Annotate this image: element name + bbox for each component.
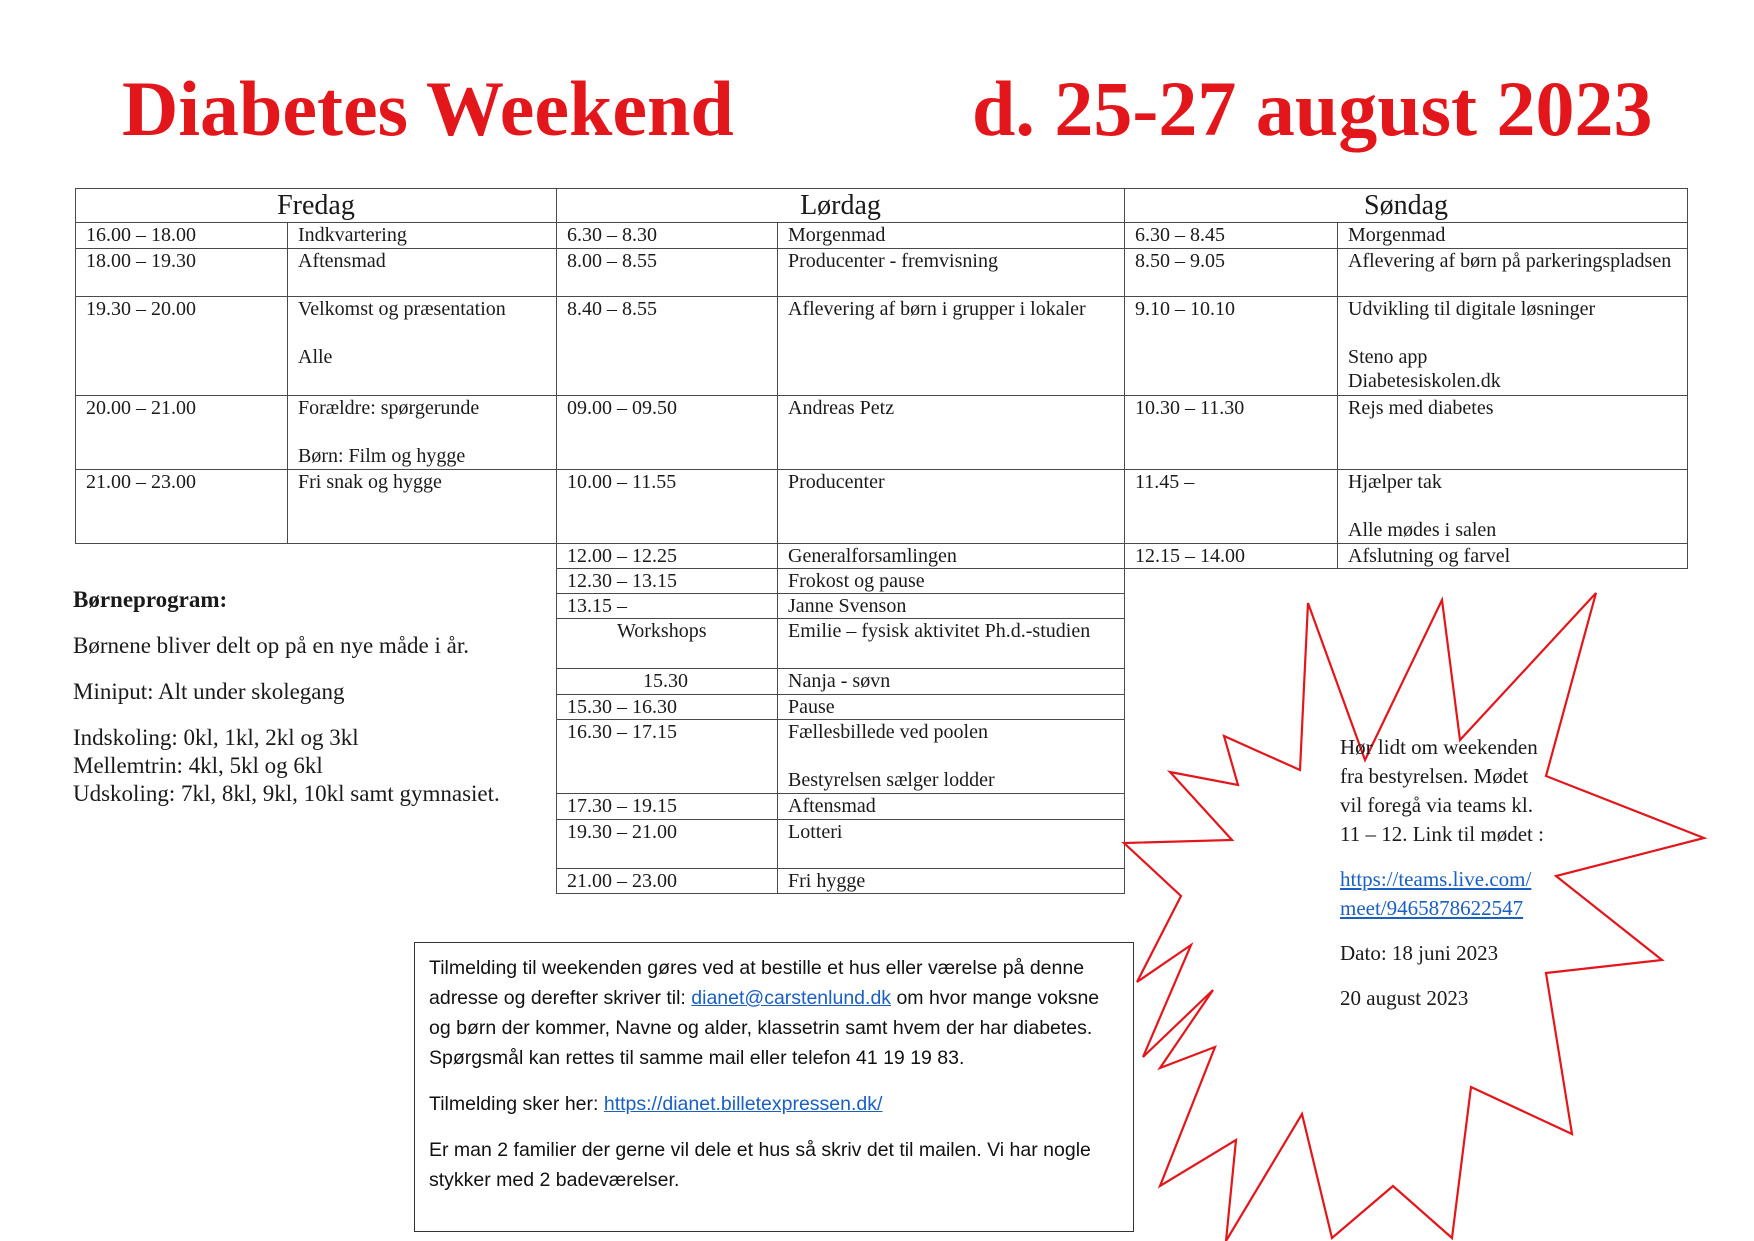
activity-cell: Producenter - fremvisning: [778, 249, 1125, 297]
time-cell: 9.10 – 10.10: [1125, 297, 1338, 396]
activity-cell: Frokost og pause: [778, 569, 1125, 594]
time-cell: 15.30: [557, 669, 778, 695]
schedule-saturday: [556, 188, 1125, 894]
kids-program-intro: Børnene bliver delt op på en nye måde i år.: [73, 633, 469, 658]
signup-link-paragraph: [429, 1089, 1119, 1119]
time-cell: 21.00 – 23.00: [557, 869, 778, 894]
activity-cell: Morgenmad: [1338, 223, 1688, 249]
teams-meeting-link[interactable]: https://teams.live.com/meet/9465878622547: [1340, 867, 1532, 920]
activity-cell: Afslutning og farvel: [1338, 544, 1688, 569]
activity-cell: Velkomst og præsentation Alle: [288, 297, 557, 396]
event-title: Diabetes Weekend: [122, 65, 734, 152]
activity-cell: Fri hygge: [778, 869, 1125, 894]
activity-cell: Nanja - søvn: [778, 669, 1125, 695]
activity-cell: Udvikling til digitale løsninger Steno app Diabetesiskolen.dk: [1338, 297, 1688, 396]
time-cell: 6.30 – 8.30: [557, 223, 778, 249]
activity-cell: Rejs med diabetes: [1338, 396, 1688, 470]
activity-cell: Aflevering af børn i grupper i lokaler: [778, 297, 1125, 396]
time-cell: 16.30 – 17.15: [557, 720, 778, 794]
time-cell: 10.30 – 11.30: [1125, 396, 1338, 470]
signup-box: [414, 942, 1134, 1232]
kids-program: [73, 586, 543, 826]
kids-program-heading: Børneprogram:: [73, 587, 228, 612]
time-cell: 17.30 – 19.15: [557, 794, 778, 820]
time-cell: 15.30 – 16.30: [557, 695, 778, 720]
activity-cell: Pause: [778, 695, 1125, 720]
time-cell: 18.00 – 19.30: [76, 249, 288, 297]
signup-text: Tilmelding til weekenden gøres ved at bestille et hus eller værelse på denne adresse og derefter skriver til:: [429, 957, 1085, 1009]
signup-text: om hvor mange voksne og børn der kommer, Navne og alder, klassetrin samt hvem der har diabetes. Spørgsmål kan rettes til samme mail eller telefon 41 19 19 83.: [429, 987, 1100, 1069]
time-cell: 09.00 – 09.50: [557, 396, 778, 470]
time-cell: 6.30 – 8.45: [1125, 223, 1338, 249]
time-cell: 21.00 – 23.00: [76, 470, 288, 544]
activity-cell: Emilie – fysisk aktivitet Ph.d.-studien: [778, 619, 1125, 669]
time-cell: 8.50 – 9.05: [1125, 249, 1338, 297]
activity-cell: Janne Svenson: [778, 594, 1125, 619]
time-cell: 13.15 –: [557, 594, 778, 619]
activity-cell: Andreas Petz: [778, 396, 1125, 470]
day-heading-friday: Fredag: [76, 189, 557, 223]
time-cell: 10.00 – 11.55: [557, 470, 778, 544]
signup-link-label: Tilmelding sker her:: [429, 1093, 604, 1115]
activity-cell: Fællesbillede ved poolen Bestyrelsen sælger lodder: [778, 720, 1125, 794]
activity-cell: Producenter: [778, 470, 1125, 544]
time-cell: Workshops: [557, 619, 778, 669]
time-cell: 8.40 – 8.55: [557, 297, 778, 396]
time-cell: 16.00 – 18.00: [76, 223, 288, 249]
activity-cell: Fri snak og hygge: [288, 470, 557, 544]
kids-program-groups: Indskoling: 0kl, 1kl, 2kl og 3kl Mellemtrin: 4kl, 5kl og 6kl Udskoling: 7kl, 8kl, 9kl, 10kl samt gymnasiet.: [73, 725, 500, 806]
activity-cell: Aflevering af børn på parkeringspladsen: [1338, 249, 1688, 297]
activity-cell: Aftensmad: [778, 794, 1125, 820]
time-cell: 12.00 – 12.25: [557, 544, 778, 569]
time-cell: 12.15 – 14.00: [1125, 544, 1338, 569]
signup-note: Er man 2 familier der gerne vil dele et hus så skriv det til mailen. Vi har nogle stykker med 2 badeværelser.: [429, 1139, 1091, 1191]
day-heading-saturday: Lørdag: [557, 189, 1125, 223]
meeting-info: Hør lidt om weekenden fra bestyrelsen. Mødet vil foregå via teams kl. 11 – 12. Link til mødet :: [1340, 735, 1544, 846]
meeting-date-1: Dato: 18 juni 2023: [1340, 941, 1499, 965]
starburst-text: [1340, 733, 1545, 1029]
activity-cell: Aftensmad: [288, 249, 557, 297]
time-cell: 20.00 – 21.00: [76, 396, 288, 470]
schedule-friday: [75, 188, 557, 544]
activity-cell: Lotteri: [778, 820, 1125, 869]
day-heading-sunday: Søndag: [1125, 189, 1688, 223]
activity-cell: Indkvartering: [288, 223, 557, 249]
time-cell: 19.30 – 21.00: [557, 820, 778, 869]
time-cell: 11.45 –: [1125, 470, 1338, 544]
meeting-date-2: 20 august 2023: [1340, 986, 1469, 1010]
activity-cell: Generalforsamlingen: [778, 544, 1125, 569]
activity-cell: Hjælper tak Alle mødes i salen: [1338, 470, 1688, 544]
activity-cell: Forældre: spørgerunde Børn: Film og hygge: [288, 396, 557, 470]
signup-paragraph: [429, 953, 1119, 1073]
time-cell: 19.30 – 20.00: [76, 297, 288, 396]
time-cell: 12.30 – 13.15: [557, 569, 778, 594]
signup-link[interactable]: https://dianet.billetexpressen.dk/: [603, 1093, 883, 1115]
time-cell: 8.00 – 8.55: [557, 249, 778, 297]
signup-email-link[interactable]: dianet@carstenlund.dk: [691, 987, 892, 1009]
kids-program-miniput: Miniput: Alt under skolegang: [73, 679, 345, 704]
schedule-sunday: [1124, 188, 1688, 569]
event-dates: d. 25-27 august 2023: [972, 65, 1653, 152]
activity-cell: Morgenmad: [778, 223, 1125, 249]
